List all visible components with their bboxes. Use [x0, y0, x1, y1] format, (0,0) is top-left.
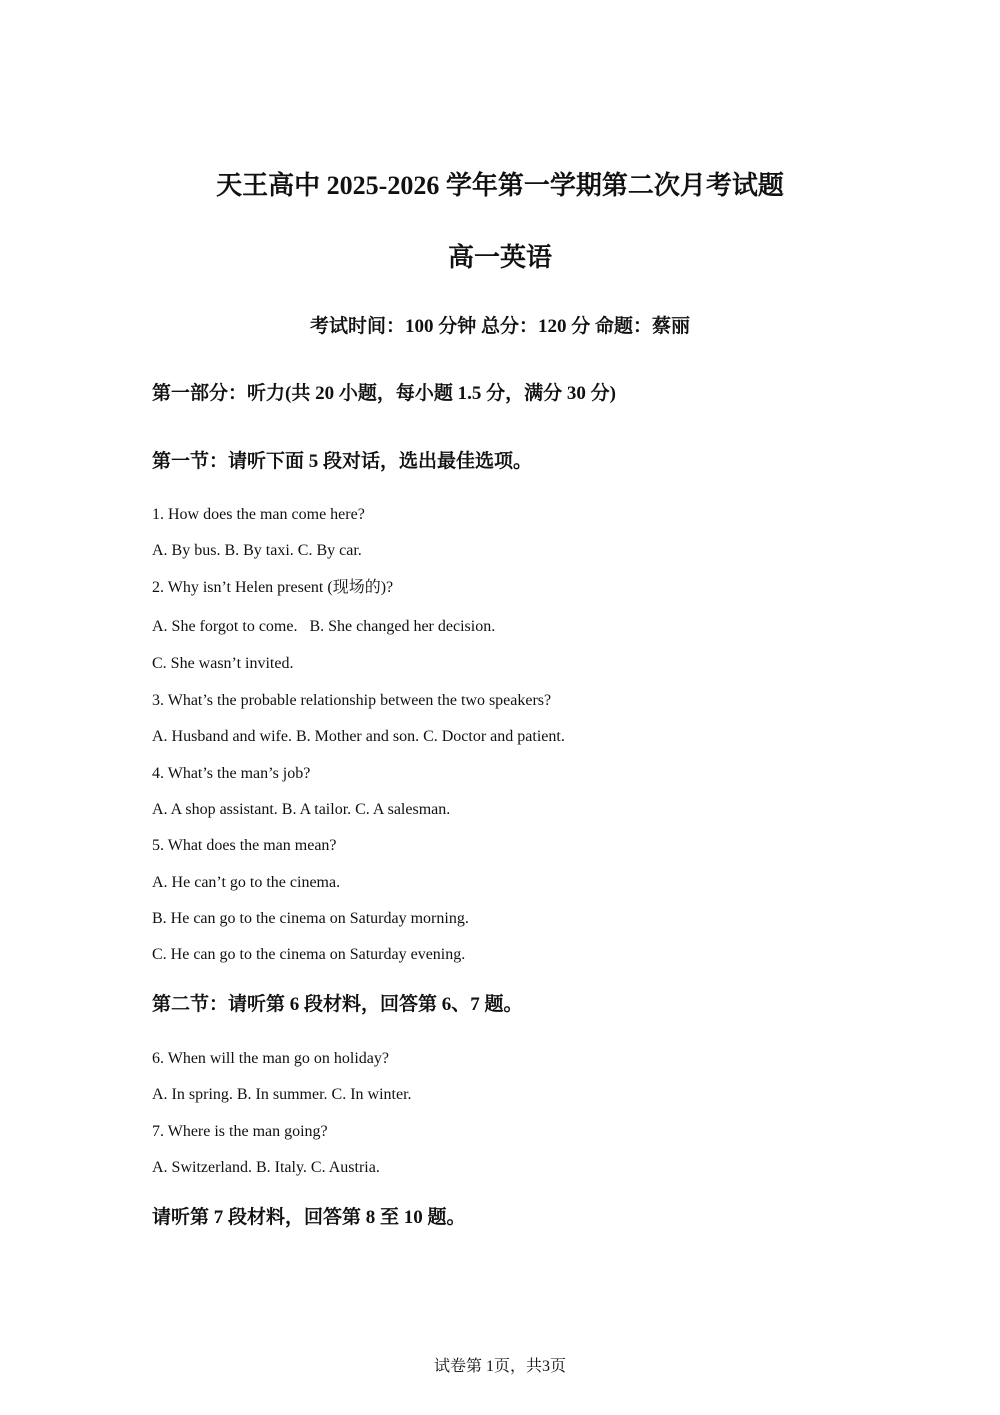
question-2-options: C. She wasn’t invited.: [152, 655, 294, 672]
question-5-option-b: B. He can go to the cinema on Saturday morning.: [152, 910, 469, 927]
question-1-options: A. By bus. B. By taxi. C. By car.: [152, 542, 362, 559]
question-7: 7. Where is the man going?: [152, 1123, 328, 1140]
page-number: 试卷第 1页，共3页: [433, 1358, 566, 1375]
exam-info: 考试时间：100 分钟 总分：120 分 命题：蔡丽: [309, 316, 690, 337]
exam-title: 天王高中 2025-2026 学年第一学期第二次月考试题: [216, 171, 784, 200]
question-3: 3. What’s the probable relationship between the two speakers?: [152, 692, 552, 709]
question-7-options: A. Switzerland. B. Italy. C. Austria.: [152, 1159, 380, 1176]
section-heading: 请听第 7 段材料，回答第 8 至 10 题。: [152, 1207, 466, 1228]
question-3-options: A. Husband and wife. B. Mother and son. C. Doctor and patient.: [152, 728, 565, 745]
part-heading: 第一部分：听力(共 20 小题，每小题 1.5 分，满分 30 分): [152, 383, 616, 404]
section-heading: 第一节：请听下面 5 段对话，选出最佳选项。: [152, 451, 533, 472]
section-heading: 第二节：请听第 6 段材料，回答第 6、7 题。: [152, 994, 523, 1015]
question-5-option-c: C. He can go to the cinema on Saturday evening.: [152, 946, 466, 963]
question-6-options: A. In spring. B. In summer. C. In winter.: [152, 1086, 412, 1103]
question-1: 1. How does the man come here?: [152, 506, 365, 523]
subject-title: 高一英语: [447, 243, 552, 272]
question-2: 2. Why isn’t Helen present (现场的)?: [152, 579, 394, 596]
question-5-option-a: A. He can’t go to the cinema.: [152, 874, 341, 891]
question-4-options: A. A shop assistant. B. A tailor. C. A salesman.: [152, 801, 451, 818]
question-6: 6. When will the man go on holiday?: [152, 1050, 389, 1067]
question-4: 4. What’s the man’s job?: [152, 765, 311, 782]
question-2-options: A. She forgot to come. B. She changed her decision.: [152, 618, 496, 635]
question-5: 5. What does the man mean?: [152, 837, 337, 854]
